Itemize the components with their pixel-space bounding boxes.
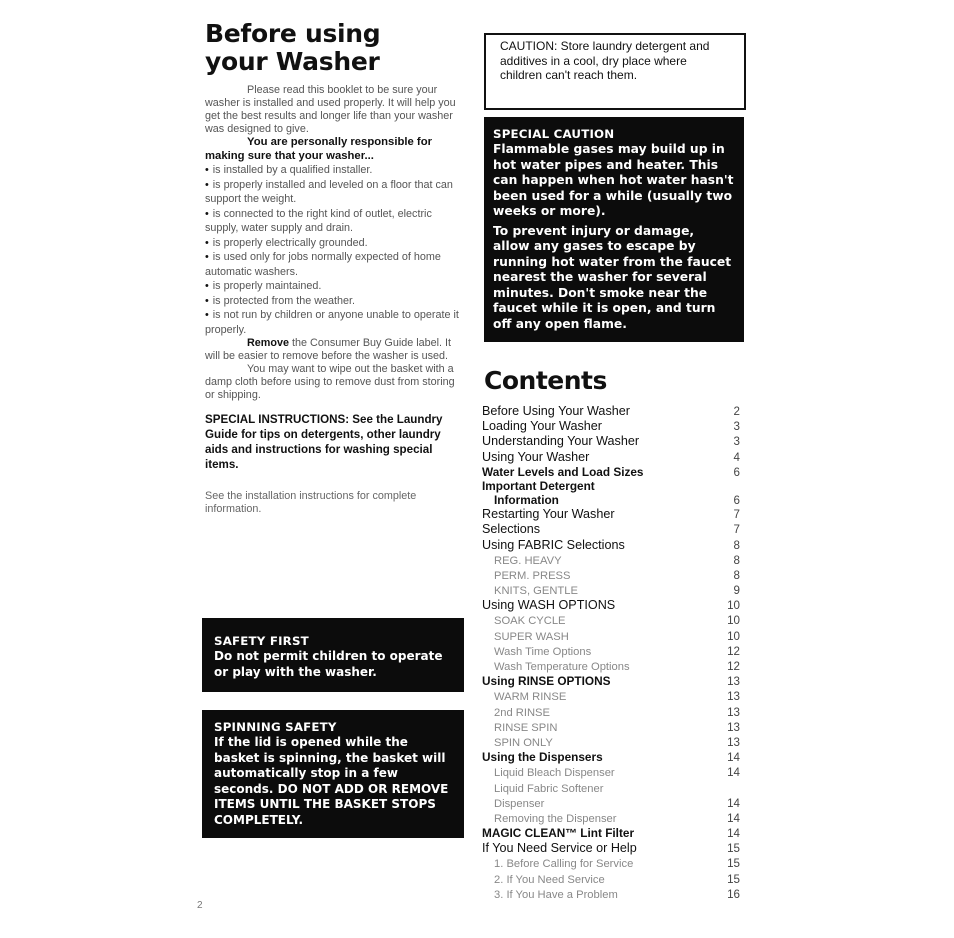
toc-row[interactable]	[482, 887, 740, 902]
toc-row[interactable]	[482, 765, 740, 780]
table-of-contents	[482, 404, 740, 902]
toc-page: 3	[733, 420, 740, 434]
toc-label: Restarting Your Washer	[482, 507, 615, 522]
toc-page: 13	[727, 720, 740, 734]
responsibility-list	[205, 163, 465, 337]
caution-box: CAUTION: Store laundry detergent and additives in a cool, dry place where children can't reach them.	[484, 33, 746, 110]
toc-page: 12	[727, 660, 740, 673]
safety-first-body: Do not permit children to operate or play with the washer.	[214, 649, 443, 679]
toc-row[interactable]	[482, 689, 740, 704]
toc-label: 1. Before Calling for Service	[494, 858, 634, 871]
toc-row[interactable]	[482, 826, 740, 841]
toc-label: Understanding Your Washer	[482, 434, 640, 449]
toc-row[interactable]	[482, 450, 740, 465]
toc-page: 8	[733, 538, 740, 552]
toc-label: Using Your Washer	[482, 449, 590, 464]
toc-row[interactable]	[482, 598, 740, 613]
toc-page: 8	[733, 568, 740, 582]
toc-label: WARM RINSE	[494, 691, 567, 704]
toc-page: 8	[733, 553, 740, 567]
toc-label: 2nd RINSE	[494, 706, 550, 719]
toc-label: 3. If You Have a Problem	[494, 888, 618, 901]
toc-row[interactable]	[482, 494, 740, 508]
page-title	[205, 20, 465, 76]
toc-row[interactable]	[482, 538, 740, 553]
toc-row[interactable]	[482, 659, 740, 674]
toc-label: PERM. PRESS	[494, 569, 571, 582]
toc-row[interactable]	[482, 644, 740, 659]
remove-text: the Consumer Buy Guide label. It will be easier to remove before the washer is used.	[205, 337, 452, 362]
list-item: • is connected to the right kind of outlet, electric supply, water supply and drain.	[205, 207, 465, 236]
toc-page: 7	[733, 523, 740, 537]
special-caution-paragraph-1: Flammable gases may build up in hot water pipes and heater. This can happen when hot water hasn't been used for a while (usually two weeks or more).	[493, 142, 734, 218]
toc-row[interactable]	[482, 781, 740, 796]
intro-paragraph: Please read this booklet to be sure your washer is installed and used properly. It will help you get the best results and longer life than your washer was designed to give.	[205, 84, 456, 135]
toc-page: 6	[733, 465, 740, 479]
toc-label: SPIN ONLY	[494, 736, 553, 749]
toc-label: REG. HEAVY	[494, 554, 562, 567]
toc-label: Information	[494, 492, 559, 507]
toc-label: Loading Your Washer	[482, 419, 602, 434]
toc-row[interactable]	[482, 856, 740, 871]
toc-page: 16	[727, 887, 740, 901]
page-number: 2	[197, 900, 203, 911]
toc-label: Dispenser	[494, 797, 545, 810]
toc-label: Using the Dispensers	[482, 750, 603, 765]
toc-row[interactable]	[482, 419, 740, 434]
toc-label: RINSE SPIN	[494, 721, 558, 734]
remove-paragraph	[205, 337, 465, 363]
toc-row[interactable]	[482, 629, 740, 644]
toc-row[interactable]	[482, 796, 740, 811]
toc-page: 4	[733, 450, 740, 464]
spinning-safety-box	[202, 710, 464, 838]
toc-page: 10	[727, 614, 740, 628]
toc-label: Removing the Dispenser	[494, 812, 617, 825]
toc-label: MAGIC CLEAN™ Lint Filter	[482, 826, 635, 841]
toc-label: Wash Temperature Options	[494, 661, 630, 673]
toc-page: 15	[727, 857, 740, 871]
see-installation-text: See the installation instructions for complete information.	[205, 490, 417, 515]
list-item: • is properly maintained.	[205, 279, 465, 294]
toc-label: 2. If You Need Service	[494, 873, 605, 886]
toc-row[interactable]	[482, 480, 740, 494]
toc-page: 13	[727, 705, 740, 719]
toc-page: 10	[727, 629, 740, 643]
toc-row[interactable]	[482, 735, 740, 750]
toc-label: SUPER WASH	[494, 630, 569, 643]
list-item: • is properly electrically grounded.	[205, 236, 465, 251]
list-item: • is installed by a qualified installer.	[205, 163, 465, 178]
toc-page: 7	[733, 508, 740, 522]
toc-row[interactable]	[482, 720, 740, 735]
toc-row[interactable]	[482, 841, 740, 856]
safety-first-box	[202, 618, 464, 692]
special-caution-paragraph-2: To prevent injury or damage, allow any gases to escape by running hot water from the faucet nearest the washer for several minutes. Don't smoke near the faucet while it is open, and turn off any open flame.	[493, 223, 732, 331]
toc-label: Water Levels and Load Sizes	[482, 464, 644, 479]
toc-label: Using FABRIC Selections	[482, 537, 625, 552]
remove-label: Remove	[247, 337, 290, 349]
toc-page: 14	[727, 796, 740, 810]
special-caution-box	[484, 117, 744, 342]
responsible-heading: You are personally responsible for making sure that your washer...	[205, 136, 432, 162]
special-instructions: SPECIAL INSTRUCTIONS: See the Laundry Guide for tips on detergents, other laundry aids and instructions for washing special items.	[205, 413, 443, 471]
toc-label: Liquid Fabric Softener	[494, 782, 604, 795]
toc-label: Selections	[482, 522, 541, 537]
toc-row[interactable]	[482, 750, 740, 765]
toc-row[interactable]	[482, 404, 740, 419]
toc-page: 14	[727, 811, 740, 825]
wipe-paragraph: You may want to wipe out the basket with a damp cloth before using to remove dust from storing or shipping.	[205, 363, 455, 401]
toc-page: 3	[733, 435, 740, 449]
toc-page: 14	[727, 766, 740, 780]
toc-row[interactable]	[482, 872, 740, 887]
toc-page: 13	[727, 735, 740, 749]
toc-page: 13	[727, 675, 740, 689]
safety-first-title: SAFETY FIRST	[214, 634, 309, 648]
spinning-safety-text: If the lid is opened while the basket is spinning, the basket will automatically stop in a few seconds.	[214, 735, 446, 796]
spinning-safety-warning: DO NOT ADD OR REMOVE ITEMS UNTIL THE BASKET STOPS COMPLETELY.	[214, 781, 449, 827]
list-item: • is protected from the weather.	[205, 294, 465, 309]
toc-page: 14	[727, 751, 740, 765]
toc-label: KNITS, GENTLE	[494, 585, 578, 598]
toc-page: 10	[727, 599, 740, 613]
toc-page: 2	[733, 405, 740, 418]
spinning-safety-body	[214, 735, 454, 828]
list-item: • is used only for jobs normally expected of home automatic washers.	[205, 250, 465, 279]
toc-row[interactable]	[482, 674, 740, 689]
toc-page: 12	[727, 644, 740, 658]
toc-label: Using RINSE OPTIONS	[482, 674, 611, 689]
toc-row[interactable]	[482, 811, 740, 826]
spinning-safety-title: SPINNING SAFETY	[214, 720, 337, 734]
special-caution-title: SPECIAL CAUTION	[493, 127, 615, 141]
toc-page: 6	[733, 493, 740, 507]
toc-row[interactable]	[482, 583, 740, 598]
toc-page: 9	[733, 584, 740, 598]
left-column	[205, 20, 465, 527]
toc-label: Before Using Your Washer	[482, 404, 630, 418]
toc-row[interactable]	[482, 568, 740, 583]
toc-row[interactable]	[482, 705, 740, 720]
toc-label: If You Need Service or Help	[482, 841, 637, 856]
toc-label: SOAK CYCLE	[494, 615, 566, 628]
toc-page: 15	[727, 842, 740, 856]
toc-row[interactable]	[482, 465, 740, 480]
title-line-1: Before using	[205, 19, 381, 48]
toc-label: Important Detergent	[482, 478, 595, 493]
toc-page: 14	[727, 827, 740, 841]
list-item: • is properly installed and leveled on a floor that can support the weight.	[205, 178, 465, 207]
toc-page: 13	[727, 690, 740, 704]
list-item: • is not run by children or anyone unable to operate it properly.	[205, 308, 465, 337]
toc-row[interactable]	[482, 553, 740, 568]
contents-title: Contents	[484, 366, 607, 395]
toc-row[interactable]	[482, 522, 740, 537]
toc-label: Wash Time Options	[494, 645, 592, 658]
title-line-2: your Washer	[205, 47, 380, 76]
toc-row[interactable]	[482, 507, 740, 522]
toc-row[interactable]	[482, 434, 740, 449]
toc-row[interactable]	[482, 613, 740, 628]
toc-page: 15	[727, 872, 740, 886]
toc-label: Using WASH OPTIONS	[482, 598, 616, 613]
toc-label: Liquid Bleach Dispenser	[494, 767, 615, 780]
